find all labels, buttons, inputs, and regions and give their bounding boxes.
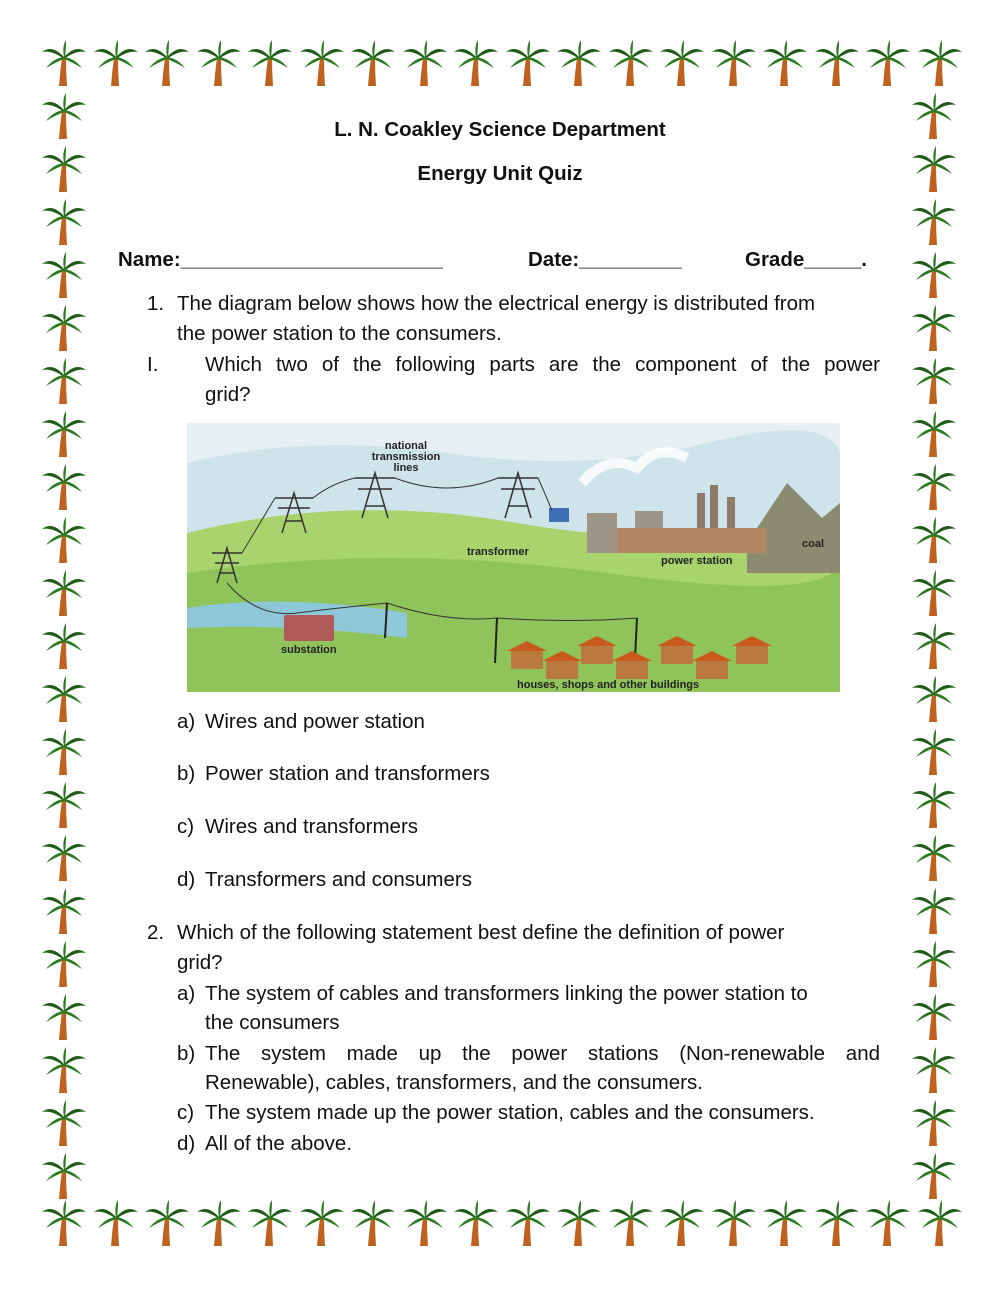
q2-option-c-letter[interactable]: c) <box>177 1101 195 1124</box>
q1-sub-line1: Which two of the following parts are the component of the power <box>205 353 880 376</box>
label-power-station: power station <box>661 555 733 567</box>
power-grid-diagram <box>187 423 840 692</box>
label-lines: lines <box>393 462 419 474</box>
q2-text-line2: grid? <box>177 951 223 974</box>
q2-option-b-line2[interactable]: Renewable), cables, transformers, and the consumers. <box>205 1071 703 1094</box>
q2-option-a-letter[interactable]: a) <box>177 982 196 1005</box>
q2-option-a-line1[interactable]: The system of cables and transformers linking the power station to <box>205 982 808 1005</box>
q2-option-b-letter[interactable]: b) <box>177 1042 196 1065</box>
label-national: national <box>384 440 428 452</box>
q1-text-line1: The diagram below shows how the electrical energy is distributed from <box>177 292 816 315</box>
q1-option-c-letter[interactable]: c) <box>177 815 195 838</box>
name-field[interactable]: Name:_______________________ <box>118 248 443 271</box>
q1-text-line2: the power station to the consumers. <box>177 322 502 345</box>
quiz-title: Energy Unit Quiz <box>417 162 583 185</box>
date-field[interactable]: Date:_________ <box>528 248 682 271</box>
q1-sub-number: I. <box>147 353 159 376</box>
q1-option-b-letter[interactable]: b) <box>177 762 196 785</box>
label-transmission: transmission <box>371 451 441 463</box>
q1-option-d-letter[interactable]: d) <box>177 868 196 891</box>
q2-option-a-line2[interactable]: the consumers <box>205 1011 340 1034</box>
department-title: L. N. Coakley Science Department <box>334 118 666 141</box>
q2-option-d-line1[interactable]: All of the above. <box>205 1132 353 1155</box>
q1-sub-line2: grid? <box>205 383 251 406</box>
q2-text-line1: Which of the following statement best define the definition of power <box>177 921 785 944</box>
q2-option-c-line1[interactable]: The system made up the power station, cables and the consumers. <box>205 1101 815 1124</box>
grade-field[interactable]: Grade_____. <box>745 248 867 271</box>
label-coal: coal <box>802 538 825 550</box>
q1-option-a-letter[interactable]: a) <box>177 710 196 733</box>
q1-option-d-text[interactable]: Transformers and consumers <box>205 868 472 891</box>
label-substation: substation <box>281 644 337 656</box>
q1-option-b-text[interactable]: Power station and transformers <box>205 762 490 785</box>
q2-option-d-letter[interactable]: d) <box>177 1132 196 1155</box>
label-buildings: houses, shops and other buildings <box>517 679 700 691</box>
q1-option-c-text[interactable]: Wires and transformers <box>205 815 419 838</box>
q2-option-b-line1[interactable]: The system made up the power stations (Non-renewable and <box>205 1042 880 1065</box>
label-transformer: transformer <box>467 546 529 558</box>
q1-number: 1. <box>147 292 165 315</box>
substation-building <box>284 615 334 641</box>
q2-number: 2. <box>147 921 165 944</box>
q1-option-a-text[interactable]: Wires and power station <box>205 710 425 733</box>
